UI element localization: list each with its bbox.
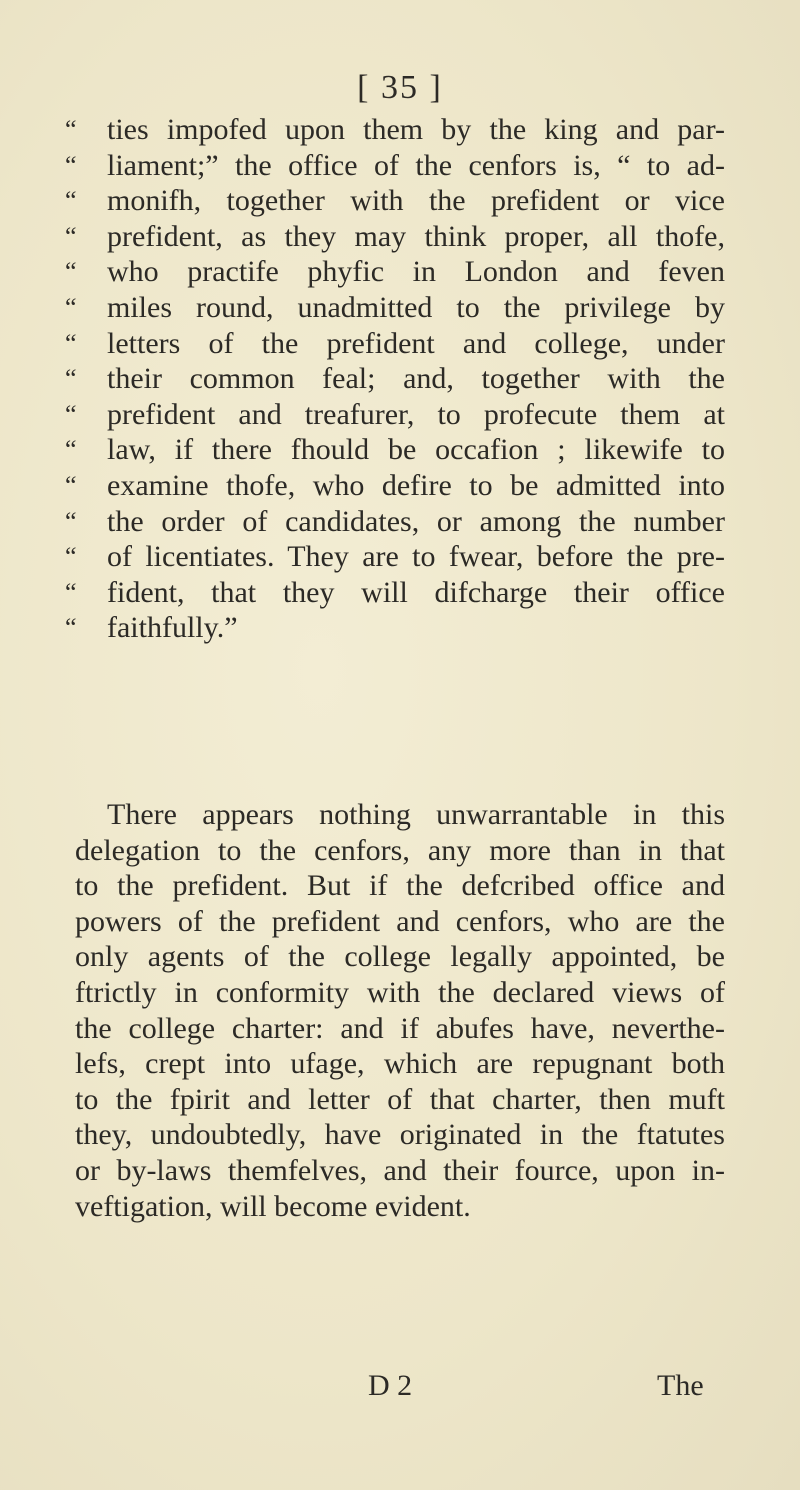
quote-mark: “ [65,257,77,287]
paragraph-line: There appears nothing unwarrantable in this [107,798,725,831]
page-number-header: [ 35 ] [357,69,443,106]
paragraph-line: only agents of the college legally appointed, be [75,940,725,974]
paragraph-line: to the fpirit and letter of that charter, then muft [75,1082,725,1116]
quote-line: “ miles round, unadmitted to the privilege by [65,290,725,324]
quote-mark: “ [65,186,77,216]
quote-mark: “ [65,613,77,643]
quote-mark: “ [65,364,77,394]
quote-line: “ who practife phyfic in London and feven [65,255,725,289]
quote-mark: “ [65,292,77,322]
quote-line: “ the order of candidates, or among the number [65,504,725,538]
quote-mark: “ [65,399,77,429]
quote-line: “ ties impofed upon them by the king and par- [65,113,725,146]
quote-line: “ monifh, together with the prefident or vice [65,184,725,218]
quote-mark: “ [65,577,77,607]
page-footer [0,1366,800,1406]
quoted-passage [65,112,725,646]
paragraph-line: or by-laws themfelves, and their fource, upon in- [75,1153,725,1187]
body-paragraph [75,797,725,1224]
quote-mark: “ [65,328,77,358]
quote-mark: “ [65,221,77,251]
signature-mark: D 2 [368,1369,413,1402]
quote-mark: “ [65,115,77,144]
quote-mark: “ [65,542,77,572]
paragraph-line: they, undoubtedly, have originated in the ftatutes [75,1118,725,1152]
paragraph-line: lefs, crept into ufage, which are repugnant both [75,1047,725,1081]
paragraph-line: to the prefident. But if the defcribed office and [75,869,725,903]
quote-line: “ liament;” the office of the cenfors is, “ to ad- [65,148,725,182]
quote-mark: “ [65,470,77,500]
quote-line: “ prefident and treafurer, to profecute them at [65,397,725,431]
quote-line: “ their common feal; and, together with the [65,362,725,396]
paragraph-line: veftigation, will become evident. [75,1189,471,1223]
paragraph-line: delegation to the cenfors, any more than in that [75,833,725,867]
quote-line: “ examine thofe, who defire to be admitted into [65,468,725,502]
quote-mark: “ [65,150,77,180]
quote-line: “ faithfully.” [65,611,238,645]
paragraph-line: ftrictly in conformity with the declared views of [75,975,725,1009]
paragraph-line: powers of the prefident and cenfors, who are the [75,904,725,938]
quote-mark: “ [65,506,77,536]
quote-line: “ of licentiates. They are to fwear, before the pre- [65,540,725,574]
quote-line: “ fident, that they will difcharge their office [65,575,725,609]
quote-line: “ law, if there fhould be occafion ; likewife to [65,433,725,467]
quote-line: “ letters of the prefident and college, under [65,326,725,360]
paragraph-line: the college charter: and if abufes have, neverthe- [75,1011,725,1045]
quote-mark: “ [65,435,77,465]
catchword: The [657,1369,704,1402]
quote-line: “ prefident, as they may think proper, all thofe, [65,219,725,253]
